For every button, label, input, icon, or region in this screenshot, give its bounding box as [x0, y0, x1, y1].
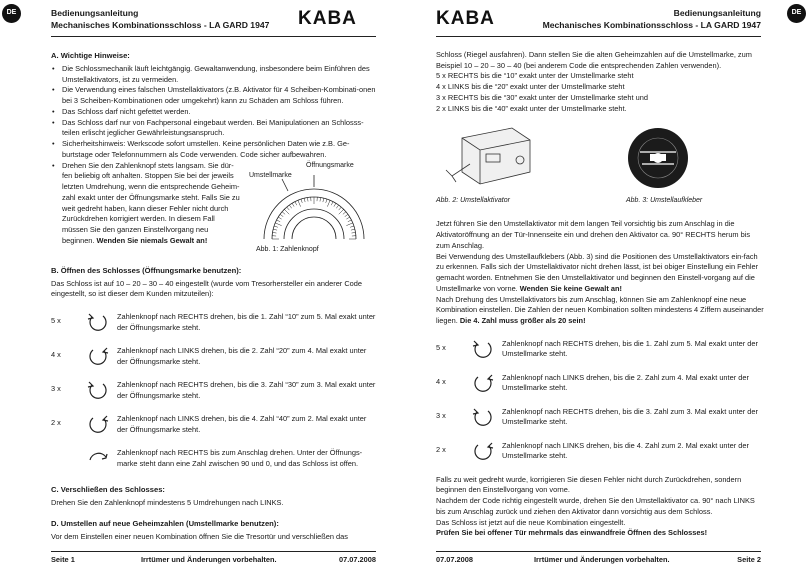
- step-row: [436, 339, 764, 373]
- footer-date: 07.07.2008: [339, 555, 376, 564]
- footer-date: 07.07.2008: [436, 555, 473, 564]
- activator-drawing: [442, 124, 534, 188]
- list-item: • Sicherheitshinweis: Werkscode sofort umstellen. Keine persönlichen Daten wie z.B. Ge-burtstage oder Telefonnummern als Code verwenden. Code sicher aufbewahren.: [51, 139, 376, 160]
- final-warning: Prüfen Sie bei offener Tür mehrmals das einwandfreie Öffnen des Schlosses!: [436, 528, 708, 538]
- figures-row: [436, 124, 764, 210]
- step-row: [436, 373, 764, 407]
- step-row: [51, 380, 376, 414]
- dial-tick: [307, 197, 308, 201]
- step-row: [436, 407, 764, 441]
- rotate-right-partial-icon: [87, 448, 109, 470]
- dial-tick: [289, 205, 291, 208]
- dial-tick: [280, 214, 283, 216]
- section-a-title: A. Wichtige Hinweise:: [51, 51, 130, 60]
- dial-tick: [273, 229, 277, 230]
- para: [436, 252, 764, 295]
- dial-tick: [323, 198, 324, 202]
- dial-tick: [295, 201, 297, 205]
- para: 2 x LINKS bis die “40” exakt unter der Umstellmarke steht.: [436, 103, 627, 113]
- step-count: 4 x: [51, 350, 61, 360]
- footer-page: Seite 2: [737, 555, 761, 564]
- header-title-2: Mechanisches Kombinationsschloss - LA GARD 1947: [542, 19, 761, 30]
- rotate-left-icon: [87, 346, 109, 368]
- section-b-intro: Das Schloss ist auf 10 – 20 – 30 – 40 eingestellt (wurde vom Tresorhersteller ein anderer Code eingestellt, so ist dieser dem Kunden mitzuteilen):: [51, 278, 362, 299]
- step-row: [51, 414, 376, 448]
- list-item: • Das Schloss darf nicht gefettet werden.: [51, 107, 376, 118]
- dial-tick: [334, 203, 336, 206]
- header-title-1: Bedienungsanleitung: [51, 8, 139, 18]
- section-a-list: [51, 64, 376, 161]
- footer-note: Irrtümer und Änderungen vorbehalten.: [534, 555, 670, 564]
- step-count: 5 x: [51, 316, 61, 326]
- dial-tick: [301, 199, 302, 203]
- fig2-caption: Abb. 2: Umstellaktivator: [436, 197, 510, 205]
- fig-caption: Abb. 1: Zahlenknopf: [256, 245, 319, 253]
- lang-badge: DE: [2, 4, 21, 23]
- dial-tick: [277, 220, 281, 222]
- footer: [51, 555, 376, 567]
- rotate-left-icon: [472, 441, 494, 463]
- dial-tick: [326, 199, 327, 203]
- list-item: • Die Verwendung eines falschen Umstellaktivators (z.B. Aktivator für 4 Scheiben-Kombinati-onen bei 3 Scheiben-Kombinationen oder umgekehrt) kann zu Schäden am Schloss führen.: [51, 85, 376, 106]
- svg-text:KABA: KABA: [436, 9, 495, 26]
- step-text: Zahlenknopf nach LINKS drehen, bis die 4. Zahl “40” zum 2. Mal exakt unter der Öffnungsmarke steht.: [117, 414, 367, 434]
- dial-tick: [339, 209, 344, 214]
- svg-text:KABA: KABA: [298, 9, 357, 26]
- page-2: [404, 0, 808, 571]
- dial-tick: [273, 232, 277, 233]
- dial-tick: [346, 217, 349, 219]
- dial-tick: [282, 211, 285, 214]
- footer-page: Seite 1: [51, 555, 75, 564]
- dial-tick: [331, 201, 333, 205]
- page-1-body: [51, 50, 376, 543]
- para: Falls zu weit gedreht wurde, korrigieren Sie diesen Fehler nicht durch Zurückdrehen, sondern beginnen den Einstellvorgang von vorne.: [436, 474, 742, 495]
- step-row: [51, 346, 376, 380]
- fig-label-umstell: Umstellmarke: [249, 171, 292, 179]
- bullet-text: Drehen Sie den Zahlenknopf stets langsam. Sie dür-fen beliebig oft anhalten. Stoppen Sie bei der jeweils letzten Umdrehung, wenn die entsprechende Geheim-zahl exakt unter der Öffnungsmarke steht. Falls Sie zu weit gedreht haben, kann dieser Fehler nicht durch Zurückdrehen korrigiert werden. In diesem Fall müssen Sie den ganzen Einstellvorgang neu beginnen.: [62, 160, 240, 245]
- header-rule: [436, 36, 761, 37]
- dial-figure: [244, 161, 376, 255]
- fig3-caption: Abb. 3: Umstellaufkleber: [626, 197, 703, 205]
- dial-tick: [278, 217, 281, 219]
- bullet-with-figure: [51, 161, 376, 255]
- para-text: Nach Drehung des Umstellaktivators bis zum Anschlag, können Sie am Zahlenknopf eine neue Kombination einstellen. Die Zahlen der neuen Kombination sollten mindestens 4 Ziffern auseinander liegen.: [436, 294, 764, 326]
- dial-tick: [274, 226, 278, 227]
- para: Das Schloss ist jetzt auf die neue Kombination eingestellt.: [436, 517, 626, 527]
- dial-tick: [343, 211, 346, 214]
- header-rule: [51, 36, 376, 37]
- para-text: Bei Verwendung des Umstellaufklebers (Abb. 3) sind die Positionen des Umstellaktivators ein-fach zu erkennen. Falls sich der Umstellaktivator nicht drehen lässt, ist bei obiger Einstellung ein Fehler gemacht worden. Entnehmen Sie den Umstellaktivator und beginnen den Einstell-vorgang auf die Umstellmarke von vorne.: [436, 251, 759, 293]
- para: 5 x RECHTS bis die “10” exakt unter der Umstellmarke steht: [436, 71, 634, 81]
- step-count: 3 x: [436, 410, 446, 420]
- step-count: 5 x: [436, 342, 446, 352]
- section-b-steps: [51, 312, 376, 482]
- dial-tick: [351, 229, 355, 230]
- header-title-1: Bedienungsanleitung: [673, 8, 761, 18]
- list-item: • Die Schlossmechanik läuft leichtgängig. Gewaltanwendung, insbesondere beim Einführen des Umstellaktivators, ist zu vermeiden.: [51, 64, 376, 85]
- rotate-right-icon: [87, 312, 109, 334]
- footer-rule: [51, 551, 376, 552]
- section-c-text: Drehen Sie den Zahlenknopf mindestens 5 Umdrehungen nach LINKS.: [51, 498, 284, 508]
- step-row: [51, 448, 376, 482]
- dial-tick: [348, 220, 352, 222]
- step-row: [436, 441, 764, 475]
- rotate-left-icon: [472, 373, 494, 395]
- footer-note: Irrtümer und Änderungen vorbehalten.: [141, 555, 277, 564]
- kaba-logo: [298, 9, 376, 26]
- sticker-drawing: [626, 126, 690, 190]
- step-text: Zahlenknopf nach RECHTS drehen, bis die 3. Zahl zum 3. Mal exakt unter der Umstellmarke steht.: [502, 406, 758, 427]
- header-titles: [543, 8, 761, 31]
- step-count: 3 x: [51, 384, 61, 394]
- dial-tick: [292, 203, 294, 206]
- step-row: [51, 312, 376, 346]
- dial-tick: [304, 198, 305, 202]
- section-d-text: Vor dem Einstellen einer neuen Kombination öffnen Sie die Tresortür und verschließen das: [51, 531, 348, 541]
- dial-tick: [346, 223, 352, 226]
- para: Nachdem der Code richtig eingestellt wurde, drehen Sie den Umstellaktivator ca. 90° nach LINKS bis zum Anschlag zurück und ziehen den Aktivator dann vorsichtig aus dem Schloss.: [436, 496, 755, 516]
- para-warning: Wenden Sie keine Gewalt an!: [519, 283, 622, 293]
- header-titles: [51, 8, 269, 31]
- dial-tick: [339, 207, 342, 210]
- para: [436, 295, 764, 327]
- section-b-title: B. Öffnen des Schlosses (Öffnungsmarke benutzen):: [51, 265, 242, 275]
- section-d-title: D. Umstellen auf neue Geheimzahlen (Umstellmarke benutzen):: [51, 518, 279, 528]
- dial-tick: [298, 200, 301, 206]
- dial-tick: [350, 226, 354, 227]
- dial-tick: [287, 207, 290, 210]
- dial-tick: [345, 214, 348, 216]
- para: 4 x LINKS bis die “20” exakt unter der Umstellmarke steht: [436, 82, 625, 92]
- dial-tick: [284, 209, 289, 214]
- section-steps: [436, 339, 764, 475]
- step-text: Zahlenknopf nach RECHTS drehen, bis die 3. Zahl “30” zum 3. Mal exakt unter der Öffnungsmarke steht.: [117, 380, 376, 400]
- dial-tick: [327, 200, 330, 206]
- step-text: Zahlenknopf nach LINKS drehen, bis die 4. Zahl zum 2. Mal exakt unter der Umstellmarke steht.: [502, 440, 749, 461]
- page-2-body: [436, 50, 764, 539]
- para-warning: Die 4. Zahl muss größer als 20 sein!: [459, 316, 586, 326]
- dial-tick: [275, 223, 281, 226]
- rotate-left-icon: [87, 414, 109, 436]
- step-text: Zahlenknopf nach LINKS drehen, bis die 2. Zahl “20” zum 4. Mal exakt unter der Öffnungsmarke steht.: [117, 346, 367, 366]
- fig-label-oeffnung: Öffnungsmarke: [306, 161, 354, 169]
- list-item: [51, 161, 241, 247]
- step-text: Zahlenknopf nach LINKS drehen, bis die 2. Zahl zum 4. Mal exakt unter der Umstellmarke steht.: [502, 372, 749, 393]
- footer-rule: [436, 551, 761, 552]
- para: Jetzt führen Sie den Umstellaktivator mit dem langen Teil vorsichtig bis zum Anschlag in die Aktivatoröffnung an der Tür-Innenseite ein und drehen den Aktivator ca. 90° RECHTS herum bis zum Anschlag.: [436, 219, 751, 250]
- lang-badge: DE: [787, 4, 806, 23]
- step-text: Zahlenknopf nach RECHTS drehen, bis die 1. Zahl zum 5. Mal exakt unter der Umstellmarke steht.: [502, 338, 758, 359]
- step-count: 4 x: [436, 376, 446, 386]
- rotate-right-icon: [472, 407, 494, 429]
- bullet-warning: Wenden Sie niemals Gewalt an!: [96, 235, 208, 245]
- header-title-2: Mechanisches Kombinationsschloss - LA GARD 1947: [51, 19, 270, 30]
- rotate-right-icon: [87, 380, 109, 402]
- dial-tick: [352, 232, 356, 233]
- step-count: 2 x: [436, 444, 446, 454]
- section-c-title: C. Verschließen des Schlosses:: [51, 485, 165, 495]
- list-item: • Das Schloss darf nur von Fachpersonal eingebaut werden. Bei Manipulationen an Schlosss-teilen erlischt jeglicher Gewährleistungsanspruch.: [51, 118, 376, 139]
- para: Schloss (Riegel ausfahren). Dann stellen Sie die alten Geheimzahlen auf die Umstellmarke, zum Beispiel 10 – 20 – 30 – 40 (bei anderem Code die entsprechenden Zahlen verwenden).: [436, 50, 752, 70]
- dial-tick: [320, 197, 321, 201]
- step-count: 2 x: [51, 418, 61, 428]
- step-text: Zahlenknopf nach RECHTS bis zum Anschlag drehen. Unter der Öffnungs-marke steht dann eine Zahl zwischen 90 und 0, und das Schloss ist offen.: [117, 448, 363, 468]
- dial-drawing: [244, 169, 376, 241]
- rotate-right-icon: [472, 339, 494, 361]
- kaba-logo: [436, 9, 514, 26]
- dial-tick: [336, 205, 338, 208]
- para: 3 x RECHTS bis die “30” exakt unter der Umstellmarke steht und: [436, 92, 648, 102]
- step-text: Zahlenknopf nach RECHTS drehen, bis die 1. Zahl “10” zum 5. Mal exakt unter der Öffnungsmarke steht.: [117, 312, 376, 332]
- footer: [436, 555, 761, 567]
